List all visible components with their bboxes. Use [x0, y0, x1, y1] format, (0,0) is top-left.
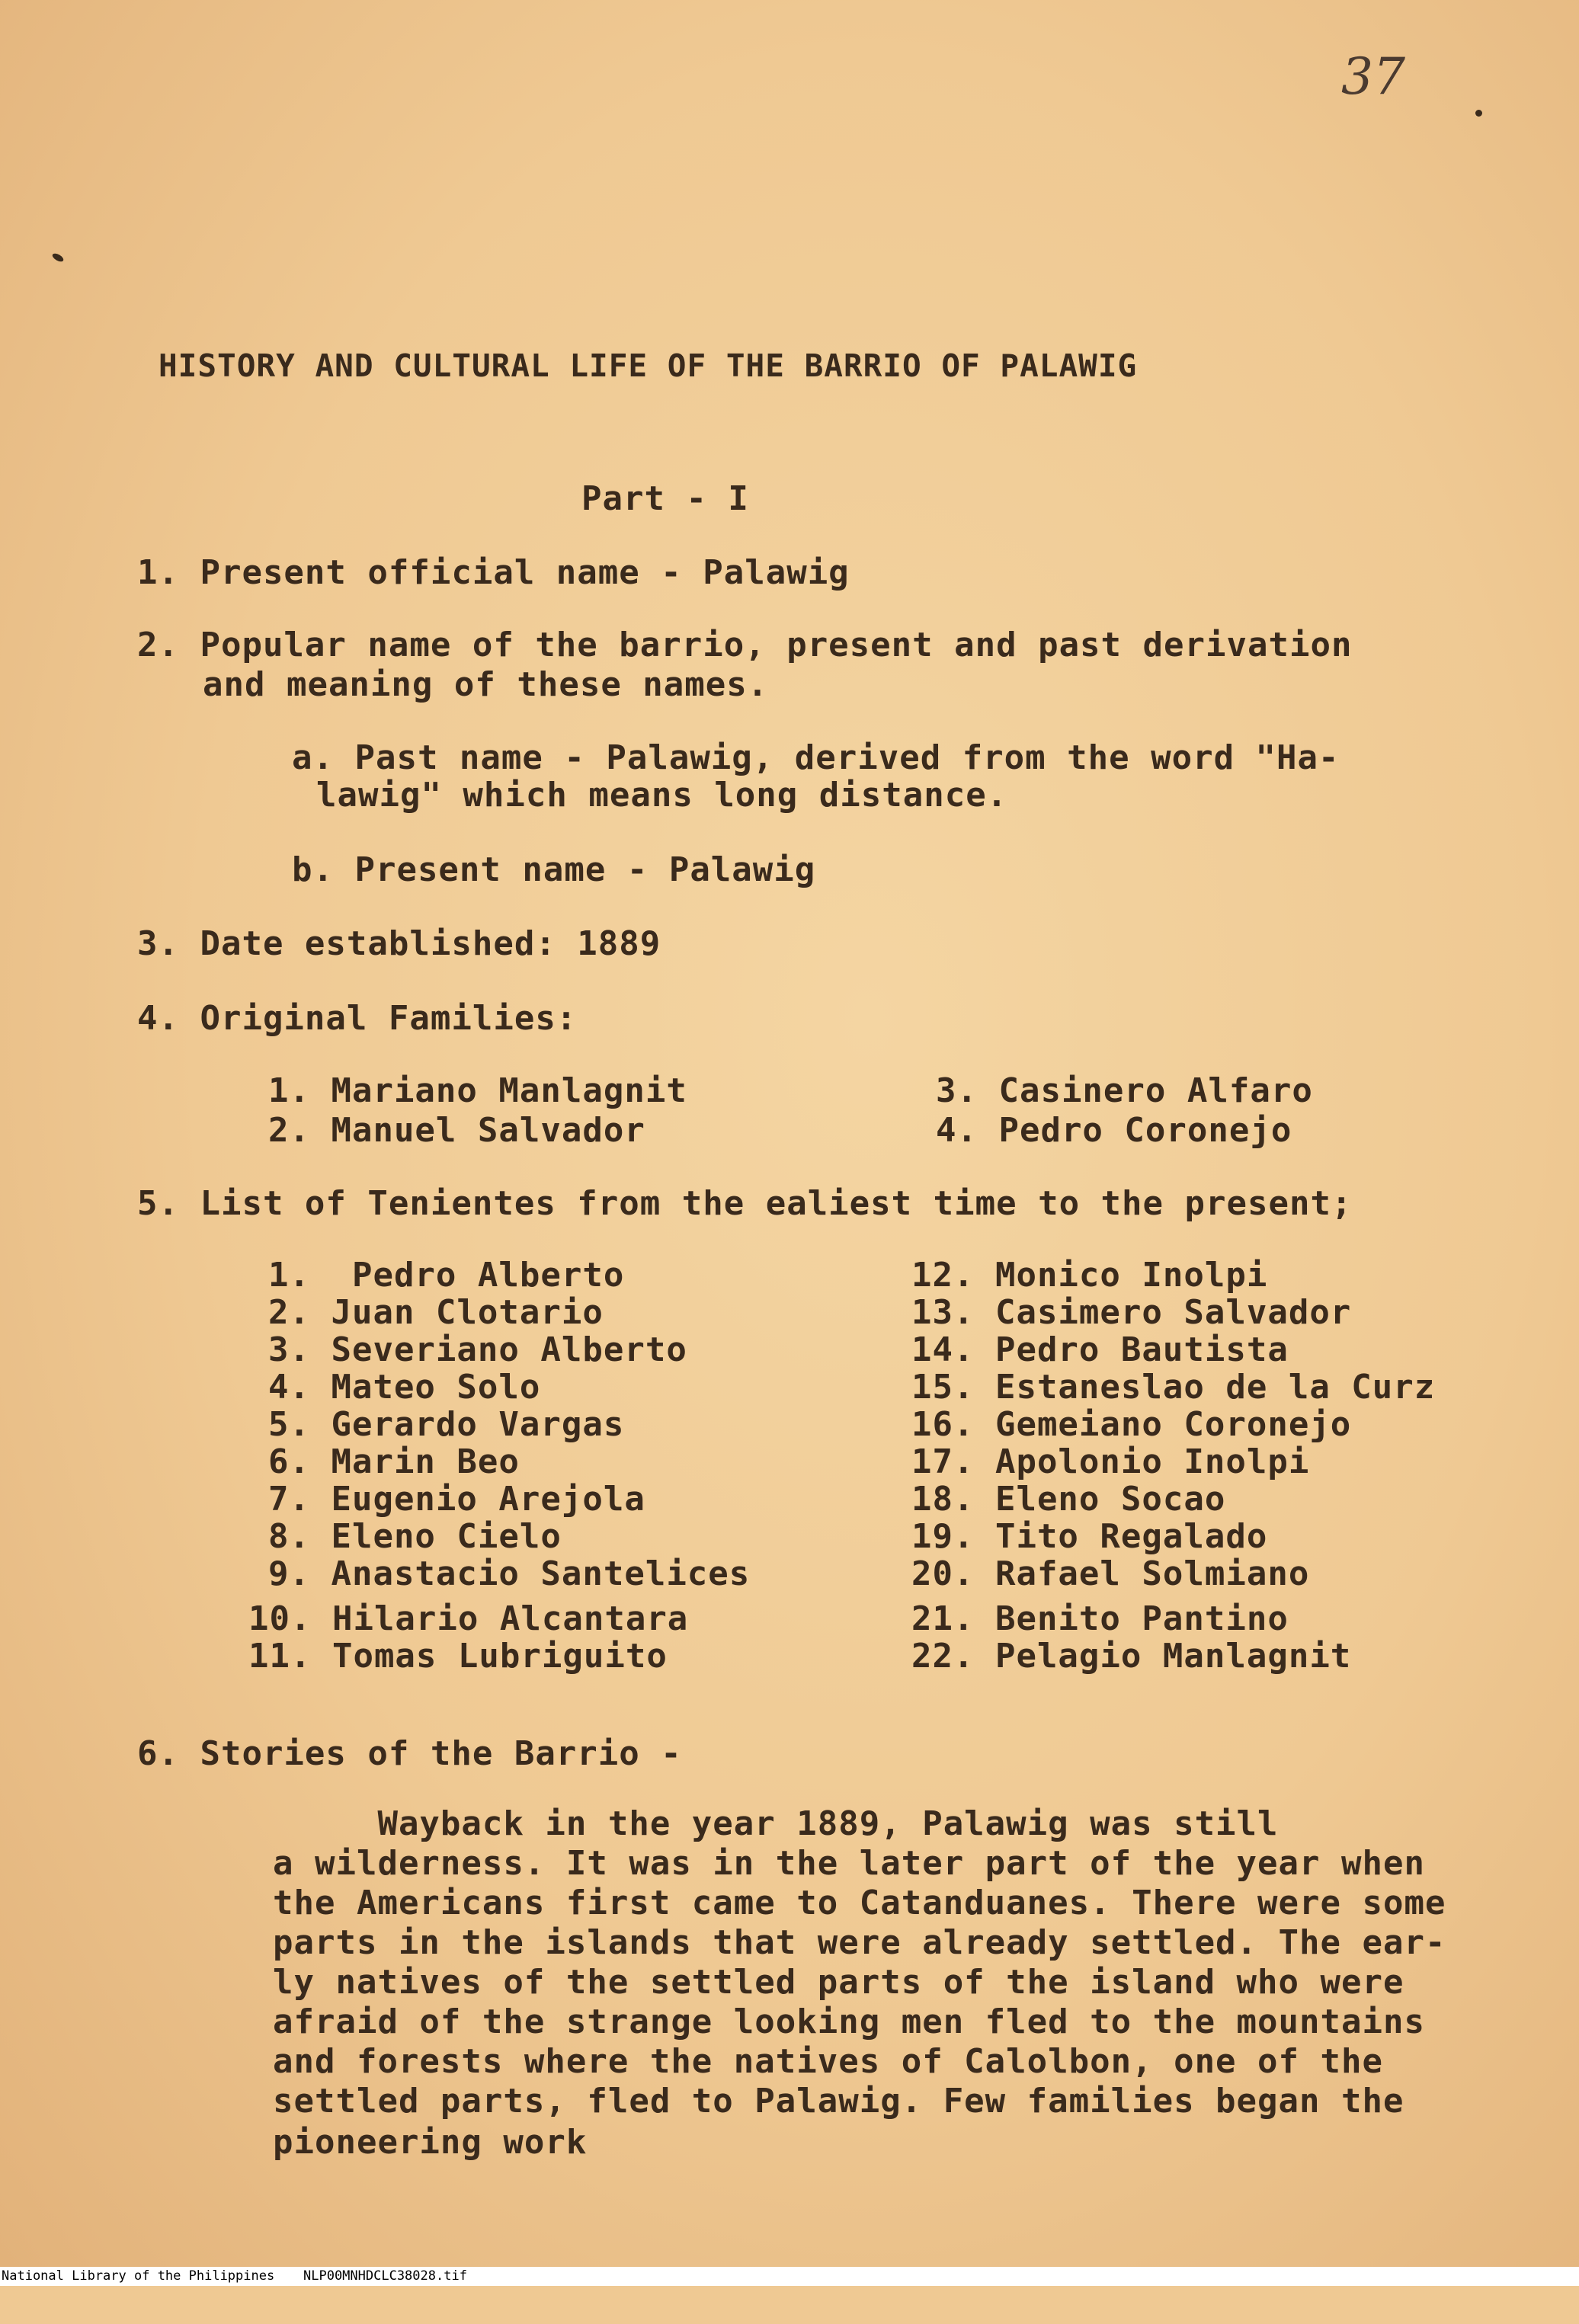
- item-6-stories-heading: 6. Stories of the Barrio -: [137, 1734, 682, 1773]
- footer-library-name: National Library of the Philippines: [2, 2268, 275, 2284]
- teniente-item: 7. Eugenio Arejola: [268, 1480, 645, 1519]
- ink-speck: [51, 252, 65, 264]
- teniente-item: 9. Anastacio Santelices: [268, 1554, 751, 1593]
- item-2-line-1: 2. Popular name of the barrio, present and past derivation: [137, 626, 1353, 664]
- page-number: 37: [1341, 47, 1405, 106]
- story-line: the Americans first came to Catanduanes. There were some: [273, 1884, 1446, 1922]
- teniente-item: 1. Pedro Alberto: [268, 1256, 625, 1295]
- story-line: and forests where the natives of Calolbon, one of the: [273, 2042, 1383, 2081]
- family-item: 1. Mariano Manlagnit: [268, 1071, 687, 1110]
- item-1-official-name: 1. Present official name - Palawig: [137, 553, 850, 592]
- teniente-item: 8. Eleno Cielo: [268, 1517, 562, 1556]
- part-heading: Part - I: [581, 479, 749, 518]
- teniente-item: 21. Benito Pantino: [911, 1599, 1289, 1638]
- item-2a-line-1: a. Past name - Palawig, derived from the word "Ha-: [292, 738, 1340, 777]
- item-4-families-heading: 4. Original Families:: [137, 999, 578, 1038]
- story-line: pioneering work: [273, 2123, 588, 2162]
- item-2a-line-2: lawig" which means long distance.: [316, 776, 1008, 815]
- ink-speck: [1475, 110, 1482, 117]
- document-title: HISTORY AND CULTURAL LIFE OF THE BARRIO OF PALAWIG: [159, 347, 1138, 384]
- teniente-item: 5. Gerardo Vargas: [268, 1405, 625, 1444]
- teniente-item: 13. Casimero Salvador: [911, 1293, 1352, 1332]
- teniente-item: 20. Rafael Solmiano: [911, 1554, 1310, 1593]
- teniente-item: 4. Mateo Solo: [268, 1368, 541, 1407]
- story-line: settled parts, fled to Palawig. Few families began the: [273, 2082, 1404, 2121]
- teniente-item: 11. Tomas Lubriguito: [248, 1637, 668, 1676]
- teniente-item: 14. Pedro Bautista: [911, 1330, 1289, 1369]
- item-2b: b. Present name - Palawig: [292, 850, 816, 889]
- story-line: afraid of the strange looking men fled to the mountains: [273, 2002, 1425, 2041]
- teniente-item: 18. Eleno Socao: [911, 1480, 1226, 1519]
- teniente-item: 12. Monico Inolpi: [911, 1256, 1268, 1295]
- item-3-date: 3. Date established: 1889: [137, 924, 661, 963]
- teniente-item: 19. Tito Regalado: [911, 1517, 1268, 1556]
- story-line: ly natives of the settled parts of the island who were: [273, 1963, 1404, 2002]
- family-item: 4. Pedro Coronejo: [936, 1111, 1292, 1150]
- item-5-tenientes-heading: 5. List of Tenientes from the ealiest time to the present;: [137, 1184, 1353, 1223]
- story-line: parts in the islands that were already settled. The ear-: [273, 1923, 1446, 1962]
- teniente-item: 15. Estaneslao de la Curz: [911, 1368, 1436, 1407]
- teniente-item: 3. Severiano Alberto: [268, 1330, 687, 1369]
- teniente-item: 2. Juan Clotario: [268, 1293, 604, 1332]
- family-item: 3. Casinero Alfaro: [936, 1071, 1313, 1110]
- item-2-line-2: and meaning of these names.: [203, 665, 769, 704]
- family-item: 2. Manuel Salvador: [268, 1111, 645, 1150]
- story-line: Wayback in the year 1889, Palawig was still: [273, 1804, 1279, 1843]
- scan-footer: [0, 2267, 1579, 2286]
- teniente-item: 10. Hilario Alcantara: [248, 1599, 689, 1638]
- teniente-item: 6. Marin Beo: [268, 1442, 520, 1481]
- teniente-item: 22. Pelagio Manlagnit: [911, 1637, 1352, 1676]
- teniente-item: 17. Apolonio Inolpi: [911, 1442, 1310, 1481]
- story-line: a wilderness. It was in the later part of the year when: [273, 1844, 1425, 1883]
- footer-file-name: NLP00MNHDCLC38028.tif: [303, 2268, 467, 2284]
- teniente-item: 16. Gemeiano Coronejo: [911, 1405, 1352, 1444]
